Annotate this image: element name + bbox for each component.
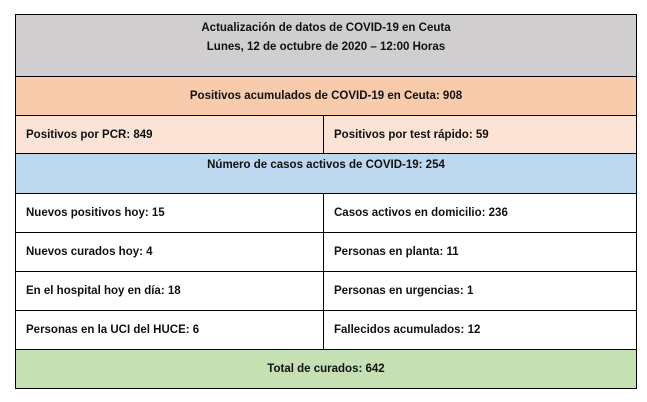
table-title: Actualización de datos de COVID-19 en Ceuta	[201, 22, 451, 34]
new-recovered-today: Nuevos curados hoy: 4	[16, 233, 324, 271]
covid-data-table	[15, 14, 637, 389]
table-row	[16, 271, 636, 310]
persons-in-icu: Personas en la UCI del HUCE: 6	[16, 311, 324, 349]
breakdown-row	[16, 115, 636, 153]
cumulative-row	[16, 76, 636, 115]
active-at-home: Casos activos en domicilio: 236	[334, 207, 508, 219]
table-row	[16, 310, 636, 349]
cumulative-deaths: Fallecidos acumulados: 12	[334, 324, 481, 336]
table-date: Lunes, 12 de octubre de 2020 – 12:00 Horas	[206, 41, 446, 53]
persons-in-emergency: Personas en urgencias: 1	[334, 285, 474, 297]
pcr-positives: Positivos por PCR: 849	[16, 116, 324, 153]
total-recovered: Total de curados: 642	[267, 363, 385, 375]
table-row	[16, 232, 636, 271]
table-row	[16, 193, 636, 232]
persons-on-ward: Personas en planta: 11	[334, 246, 459, 258]
table-header	[16, 15, 636, 76]
active-cases: Número de casos activos de COVID-19: 254	[207, 159, 445, 171]
recovered-row	[16, 349, 636, 388]
rapid-test-positives: Positivos por test rápido: 59	[334, 128, 489, 141]
active-cases-row	[16, 153, 636, 193]
new-positives-today: Nuevos positivos hoy: 15	[16, 194, 324, 232]
in-hospital-today: En el hospital hoy en día: 18	[16, 272, 324, 310]
cumulative-positives: Positivos acumulados de COVID-19 en Ceuta: 908	[189, 90, 463, 102]
